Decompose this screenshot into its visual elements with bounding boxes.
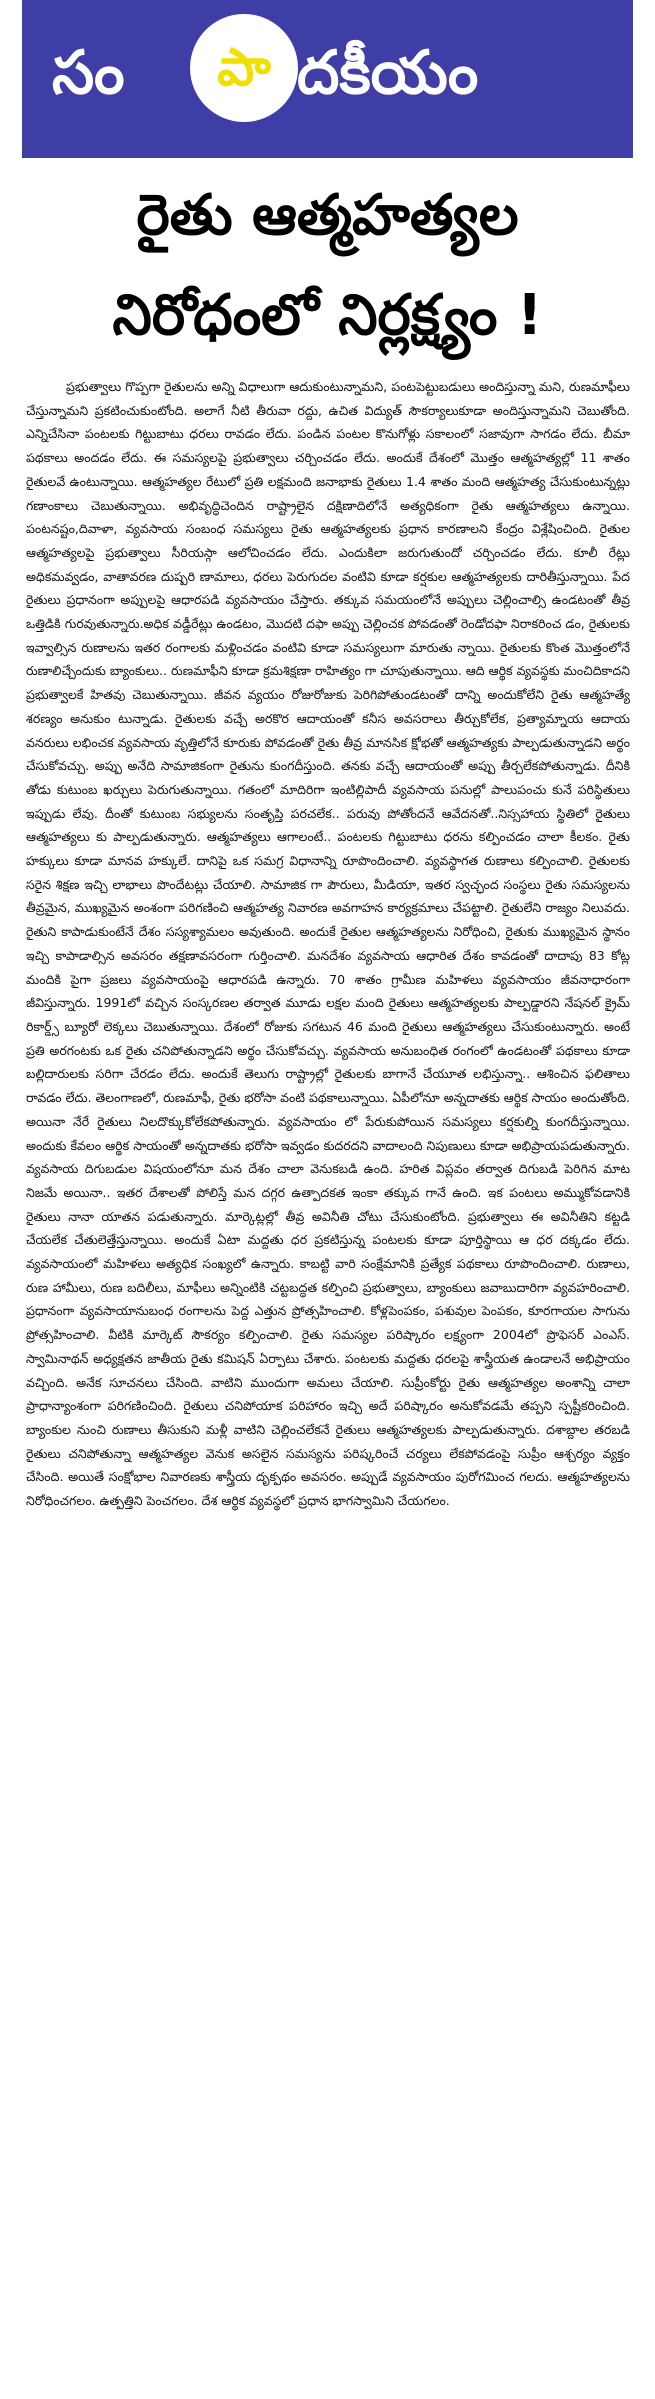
masthead: [22, 0, 633, 158]
headline: [22, 166, 633, 366]
article-body: [26, 375, 630, 1513]
headline-line-2: నిరోధంలో నిర్లక్ష్యం !: [112, 283, 543, 348]
masthead-word-right: దకీయం: [297, 38, 479, 108]
article-paragraph: ప్రభుత్వాలు గొప్పగా రైతులను అన్ని విధాలుగా ఆదుకుంటున్నామని, పంటపెట్టుబడులు అందిస్తున్నా మని, రుణమాఫీలు చేస్తున్నామని ప్రకటించుకుంటోంది. అలాగే నీటి తీరువా రద్దు, ఉచిత విద్యుత్ సౌకర్యాలుకూడా అందిస్తున్నామని చెబుతోంది. ఎన్నిచేసినా పంటలకు గిట్టుబాటు ధరలు రావడం లేదు. పండిన పంటల కొనుగోళ్లు సకాలంలో సజావుగా సాగడం లేదు. బీమా పథకాలు అందడం లేదు. ఈ సమస్యలపై ప్రభుత్వాలు చర్చించడం లేదు. అందుకే దేశంలో మొత్తం ఆత్మహత్యల్లో 11 శాతం రైతులవే ఉంటున్నాయి. ఆత్మహత్యల రేటులో ప్రతి లక్షమంది జనాభాకు రైతులు 1.4 శాతం మంది ఆత్మహత్య చేసుకుంటున్నట్లు గణాంకాలు చెబుతున్నాయి. అభివృద్ధిచెందిన రాష్ట్రాలైన దక్షిణాదిలోనే అత్యధికంగా రైతు ఆత్మహత్యలు ఉన్నాయి. పంటనష్టం,దివాళా, వ్యవసాయ సంబంధ సమస్యలు రైతు ఆత్మహత్యలకు ప్రధాన కారణాలని కేంద్రం విశ్లేషించింది. రైతుల ఆత్మహత్యలపై ప్రభుత్వాలు సీరియస్గా ఆలోచించడం లేదు. ఎందుకిలా జరుగుతుందో చర్చించడం లేదు. కూలీ రేట్లు అధికమవ్వడం, వాతావరణ దుష్పరి ణామాలు, ధరలు పెరుగుదల వంటివి కూడా కర్షకుల ఆత్మహత్యలకు దారితీస్తున్నాయి. పేద రైతులు ప్రధానంగా అప్పులపై ఆధారపడి వ్యవసాయం చేస్తారు. తక్కువ సమయంలోనే అప్పులు చెల్లించాల్సి ఉండటంతో తీవ్ర ఒత్తిడికి గురవుతున్నారు.అధిక వడ్డీరేట్లు ఉండటం, మొదటి దఫా అప్పు చెల్లించక పోవడంతో రెండోదఫా నిరాకరించ డం, రైతులకు ఇవ్వాల్సిన రుణాలను ఇతర రంగాలకు మళ్లించడం వంటివి కూడా సమస్యలుగా మారుతు న్నాయి. రైతులకు కొంత మొత్తంలోనే రుణాలిచ్చేందుకు బ్యాంకులు.. రుణమాఫీని కూడా క్రమశిక్షణా రాహిత్యం గా చూపుతున్నాయి. ఆది ఆర్థిక వ్యవస్థకు మంచిదికాదని ప్రభుత్వాలకే హితవు చెబుతున్నాయి. జీవన వ్యయం రోజురోజుకు పెరిగిపోతుండటంతో దాన్ని అందుకోలేని రైతు ఆత్మహత్యే శరణ్యం అనుకుం టున్నాడు. రైతులకు వచ్చే అరకొర ఆదాయంతో కనీస అవసరాలు తీర్చుకోలేక, ప్రత్యామ్నాయ ఆదాయ వనరులు లభించక వ్యవసాయ వృత్తిలోనే కూరుకు పోవడంతో రైతు తీవ్ర మానసిక క్షోభతో ఆత్మహత్యకు పాల్పడుతున్నాడని అర్థం చేసుకోవచ్చు. అప్పు అనేది సామాజికంగా రైతును కుంగదీస్తుంది. తనకు వచ్చే ఆదాయంతో అప్పు తీర్చలేకపోతున్నాడు. దీనికి తోడు కుటుంబ ఖర్చులు పెరుగుతున్నాయి. గతంలో మాదిరిగా ఇంటిల్లిపాదీ వ్యవసాయ పనుల్లో పాలుపంచు కునే పరిస్థితులు ఇప్పుడు లేవు. దీంతో కుటుంబ సభ్యులను సంతృప్తి పరచలేక.. పరువు పోతోందనే ఆవేదనతో..నిస్సహాయ స్థితిలో రైతులు ఆత్మహత్యలు కు పాల్పడుతున్నారు. ఆత్మహత్యలు ఆగాలంటే.. పంటలకు గిట్టుబాటు ధరను కల్పించడం చాలా కీలకం. రైతు హక్కులు కూడా మానవ హక్కులే. దానిపై ఒక సమగ్ర విధానాన్ని రూపొందించాలి. వ్యవస్థాగత రుణాలు కల్పించాలి. రైతులకు సరైన శిక్షణ ఇచ్చి లాభాలు పొందేటట్లు చేయాలి. సామాజిక గా పౌరులు, మీడియా, ఇతర స్వచ్ఛంద సంస్థలు రైతు సమస్యలను తీవ్రమైన, ముఖ్యమైన అంశంగా పరిగణించి ఆత్మహత్య నివారణ అవగాహన కార్యక్రమాలు చేపట్టాలి. రైతులేని రాజ్యం నిలువదు. రైతుని కాపాడుకుంటేనే దేశం సస్యశ్యామలం అవుతుంది. అందుకే రైతుల ఆత్మహత్యలను నిరోధించి, రైతుకు ముఖ్యమైన స్థానం ఇచ్చి కాపాడాల్సిన అవసరం తక్షణావసరంగా గుర్తించాలి. మనదేశం వ్యవసాయ ఆధారిత దేశం కావడంతో దాదాపు 83 కోట్ల మందికి పైగా ప్రజలు వ్యవసాయంపై ఆధారపడి ఉన్నారు. 70 శాతం గ్రామీణ మహిళలు వ్యవసాయం జీవనాధారంగా జీవిస్తున్నారు. 1991లో వచ్చిన సంస్కరణల తర్వాత మూడు లక్షల మంది రైతులు ఆత్మహత్యలకు పాల్పడ్డారని నేషనల్ క్రైమ్ రికార్డ్స్ బ్యూరో లెక్కలు చెబుతున్నాయి. దేశంలో రోజుకు సగటున 46 మంది రైతులు ఆత్మహత్యలు చేసుకుంటున్నారు. అంటే ప్రతి అరగంటకు ఒక రైతు చనిపోతున్నాడని అర్థం చేసుకోవచ్చు. వ్యవసాయ అనుబంధిత రంగంలో ఉండటంతో పథకాలు కూడా బల్లిదారులకు సరిగా చేరడం లేదు. అందుకే తెలుగు రాష్ట్రాల్లో రైతులకు బాగానే చేయూత లభిస్తున్నా.. ఆశించిన ఫలితాలు రావడం లేదు. తెలంగాణలో, రుణమాఫీ, రైతు భరోసా వంటి పథకాలున్నాయి. ఏపీలోనూ అన్నదాతకు ఆర్థిక సాయం అందుతోంది. అయినా నేరే రైతులు నిలదొక్కుకోలేకపోతున్నారు. వ్యవసాయం లో పేరుకుపోయిన సమస్యలు కర్షకుల్ని కుంగదీస్తున్నాయి. అందుకు కేవలం ఆర్థిక సాయంతో అన్నదాతకు భరోసా ఇవ్వడం కుదరదని వాదాలంది నిపుణులు కూడా అభిప్రాయపడుతున్నారు. వ్యవసాయ దిగుబడుల విషయంలోనూ మన దేశం చాలా వెనుకబడి ఉంది. హరిత విప్లవం తర్వాత దిగుబడి పెరిగిన మాట నిజమే అయినా.. ఇతర దేశాలతో పోలిస్తే మన దగ్గర ఉత్పాదకత ఇంకా తక్కువ గానే ఉంది. ఇక పంటలు అమ్ముకోవడానికి రైతులు నానా యాతన పడుతున్నారు. మార్కెట్లల్లో తీవ్ర అవినీతి చోటు చేసుకుంటోంది. ప్రభుత్వాలు ఈ అవినీతిని కట్టడి చేయలేక చేతులెత్తేస్తున్నాయి. అందుకే ఏటా మద్దతు ధర ప్రకటిస్తున్న పంటలకు కూడా పూర్తిస్థాయి ఆ ధర దక్కడం లేదు. వ్యవసాయంలో మహిళలు అత్యధిక సంఖ్యలో ఉన్నారు. కాబట్టి వారి సంక్షేమానికి ప్రత్యేక పథకాలు రూపొందించాలి. రుణాలు, రుణ హామీలు, రుణ బదిలీలు, మాఫీలు అన్నింటికి చట్టబద్ధత కల్పించి ప్రభుత్వాలు, బ్యాంకులు జవాబుదారిగా వ్యవహరించాలి. ప్రధానంగా వ్యవసాయానుబంధ రంగాలను పెద్ద ఎత్తున ప్రోత్సహించాలి. కోళ్లపెంపకం, పశువుల పెంపకం, కూరగాయల సాగును ప్రోత్సహించాలి. వీటికి మార్కెట్ సౌకర్యం కల్పించాలి. రైతు సమస్యల పరిష్కారం లక్ష్యంగా 2004లో ప్రొఫెసర్ ఎంఎస్. స్వామినాథన్ అధ్యక్షతన జాతీయ రైతు కమిషన్ ఏర్పాటు చేశారు. పంటలకు మద్దతు ధరలపై శాస్త్రీయత ఉండాలనే అభిప్రాయం వచ్చింది. అనేక సూచనలు చేసింది. వాటిని ముందుగా అమలు చేయాలి. సుప్రీంకోర్టు రైతు ఆత్మహత్యల అంశాన్ని చాలా ప్రాధాన్యాంశంగా పరిగణించింది. రైతులు చనిపోయాక పరిహారం ఇచ్చి అదే పరిష్కారం అనుకోవడమే తప్పని స్పష్టీకరించింది. బ్యాంకుల నుంచి రుణాలు తీసుకుని మళ్లీ వాటిని చెల్లించలేకనే రైతులు ఆత్మహత్యలకు పాల్పడుతున్నారు. దశాబ్దాల తరబడి రైతులు చనిపోతున్నా ఆత్మహత్యల వెనుక అసలైన సమస్యను పరిష్కరించే చర్యలు లేకపోవడంపై సుప్రీం ఆశ్చర్యం వ్యక్తం చేసింది. అయితే సంక్షోభాల నివారణకు శాస్త్రీయ దృక్పథం అవసరం. అప్పుడే వ్యవసాయం పురోగమించ గలదు. ఆత్మహత్యలను నిరోధించగలం. ఉత్పత్తిని పెంచగలం. దేశ ఆర్థిక వ్యవస్థలో ప్రధాన భాగస్వామిని చేయగలం.: [26, 379, 630, 1509]
headline-line-1: రైతు ఆత్మహత్యల: [136, 183, 519, 248]
masthead-logo-circle: పా: [190, 14, 298, 122]
masthead-word-left: సం: [52, 38, 125, 108]
